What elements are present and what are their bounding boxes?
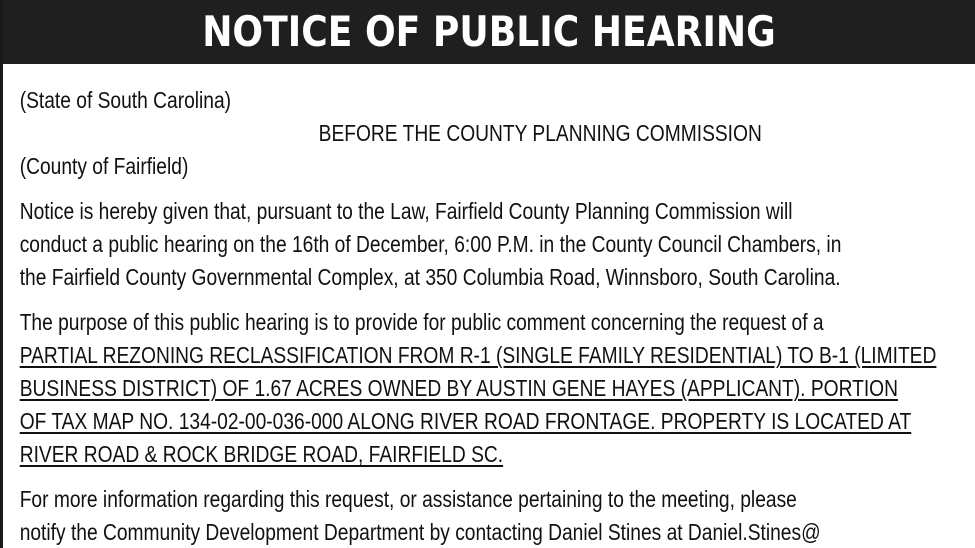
rezoning-request-line	[20, 438, 975, 471]
underlined-text: RIVER ROAD & ROCK BRIDGE ROAD, FAIRFIELD SC.	[19, 441, 504, 467]
underlined-text: BUSINESS DISTRICT) OF 1.67 ACRES OWNED BY AUSTIN GENE HAYES (APPLICANT). PORTION	[19, 375, 898, 401]
state-caption: (State of South Carolina)	[19, 87, 232, 113]
paragraph-line: Notice is hereby given that, pursuant to the Law, Fairfield County Planning Commission will	[19, 198, 793, 224]
paragraph-line: For more information regarding this request, or assistance pertaining to the meeting, please	[19, 486, 797, 512]
rezoning-request-line	[20, 339, 975, 372]
contact-paragraph	[20, 483, 975, 548]
rezoning-request-line	[20, 372, 975, 405]
purpose-paragraph	[20, 306, 975, 471]
hearing-details-paragraph	[20, 195, 975, 294]
paragraph-line: the Fairfield County Governmental Complex, at 350 Columbia Road, Winnsboro, South Carolina.	[19, 264, 841, 290]
notice-title: NOTICE OF PUBLIC HEARING	[71, 0, 907, 64]
county-caption: (County of Fairfield)	[19, 153, 189, 179]
underlined-text: OF TAX MAP NO. 134-02-00-036-000 ALONG RIVER ROAD FRONTAGE. PROPERTY IS LOCATED AT	[19, 408, 912, 434]
commission-caption: BEFORE THE COUNTY PLANNING COMMISSION	[318, 120, 762, 146]
notice-header-bar	[3, 0, 975, 64]
paragraph-line: notify the Community Development Department by contacting Daniel Stines at Daniel.Stines@	[19, 519, 821, 545]
notice-body	[3, 64, 975, 548]
rezoning-request-line	[20, 405, 975, 438]
underlined-text: PARTIAL REZONING RECLASSIFICATION FROM R-1 (SINGLE FAMILY RESIDENTIAL) TO B-1 (LIMITED	[19, 342, 937, 368]
paragraph-line: The purpose of this public hearing is to provide for public comment concerning the request of a	[19, 309, 824, 335]
paragraph-line: conduct a public hearing on the 16th of December, 6:00 P.M. in the County Council Chambers, in	[19, 231, 842, 257]
